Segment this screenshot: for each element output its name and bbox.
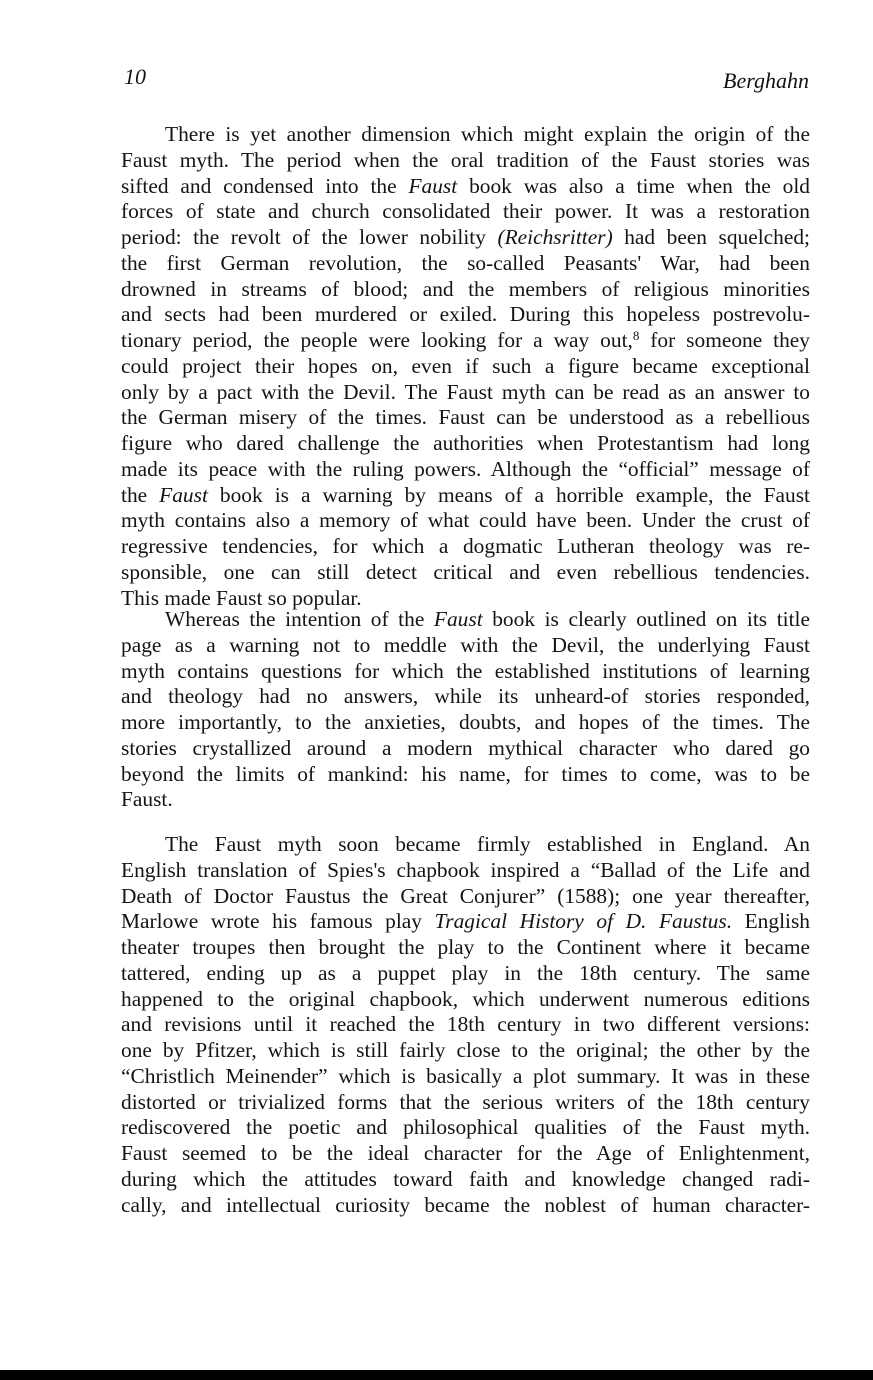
text-line: tattered, ending up as a puppet play in the 18th century. The same — [121, 960, 810, 985]
text-line: Death of Doctor Faustus the Great Conjurer” (1588); one year thereafter, — [121, 883, 810, 908]
text-line: sifted and condensed into the Faust book was also a time when the old — [121, 173, 810, 198]
text-line: regressive tendencies, for which a dogmatic Lutheran theology was re- — [121, 534, 810, 558]
paragraph-1 — [121, 122, 810, 611]
text-line: sponsible, one can still detect critical and even rebellious tendencies. — [121, 559, 810, 584]
text-line: theater troupes then brought the play to the Continent where it became — [121, 935, 810, 959]
text-line: and revisions until it reached the 18th century in two different versions: — [121, 1012, 810, 1037]
text-line: the Faust book is a warning by means of a horrible example, the Faust — [121, 482, 810, 507]
text-line: period: the revolt of the lower nobility (Reichsritter) had been squelched; — [121, 225, 810, 249]
text-line: figure who dared challenge the authorities when Protestantism had long — [121, 431, 810, 455]
text-line: could project their hopes on, even if such a figure became exceptional — [121, 353, 810, 378]
paragraph-2 — [121, 607, 810, 813]
text-line: rediscovered the poetic and philosophical qualities of the Faust myth. — [121, 1115, 810, 1140]
text-line: “Christlich Meinender” which is basically a plot summary. It was in these — [121, 1063, 810, 1088]
text-line: and sects had been murdered or exiled. During this hopeless postrevolu- — [121, 302, 810, 327]
footnote-reference: 8 — [632, 328, 640, 343]
text-line: myth contains questions for which the established institutions of learning — [121, 658, 810, 683]
text-line: one by Pfitzer, which is still fairly close to the original; the other by the — [121, 1038, 810, 1062]
text-line: The Faust myth soon became firmly established in England. An — [165, 832, 810, 856]
text-line: Faust. — [121, 787, 173, 812]
page-number: 10 — [124, 64, 146, 89]
text-line: and theology had no answers, while its unheard-of stories responded, — [121, 684, 810, 709]
text-line: There is yet another dimension which might explain the origin of the — [165, 122, 810, 146]
paragraph-3 — [121, 832, 810, 1218]
text-line: during which the attitudes toward faith and knowledge changed radi- — [121, 1166, 810, 1191]
text-line: happened to the original chapbook, which underwent numerous editions — [121, 986, 810, 1011]
text-line: only by a pact with the Devil. The Faust myth can be read as an answer to — [121, 379, 810, 404]
text-line: made its peace with the ruling powers. Although the “official” message of — [121, 456, 810, 481]
text-line: distorted or trivialized forms that the serious writers of the 18th century — [121, 1089, 810, 1114]
text-line: English translation of Spies's chapbook inspired a “Ballad of the Life and — [121, 857, 810, 882]
text-line: Faust seemed to be the ideal character for the Age of Enlightenment, — [121, 1141, 810, 1165]
text-line: beyond the limits of mankind: his name, for times to come, was to be — [121, 761, 810, 786]
text-line: cally, and intellectual curiosity became the noblest of human character- — [121, 1192, 810, 1217]
text-line: This made Faust so popular. — [121, 585, 362, 610]
running-head-author: Berghahn — [723, 68, 809, 93]
text-line: more importantly, to the anxieties, doubts, and hopes of the times. The — [121, 710, 810, 734]
text-line: stories crystallized around a modern mythical character who dared go — [121, 735, 810, 760]
text-line: drowned in streams of blood; and the members of religious minorities — [121, 276, 810, 301]
text-line: the first German revolution, the so-called Peasants' War, had been — [121, 250, 810, 275]
scan-bottom-border — [0, 1370, 873, 1380]
text-line: Whereas the intention of the Faust book is clearly outlined on its title — [165, 607, 810, 631]
text-line: tionary period, the people were looking for a way out,$^8$ for someone they — [121, 328, 810, 352]
text-line: forces of state and church consolidated their power. It was a restoration — [121, 199, 810, 224]
text-line: Faust myth. The period when the oral tradition of the Faust stories was — [121, 147, 810, 172]
text-line: Marlowe wrote his famous play Tragical History of D. Faustus. English — [121, 909, 810, 934]
text-line: page as a warning not to meddle with the Devil, the underlying Faust — [121, 632, 810, 657]
text-line: myth contains also a memory of what could have been. Under the crust of — [121, 508, 810, 533]
text-line: the German misery of the times. Faust can be understood as a rebellious — [121, 405, 810, 430]
